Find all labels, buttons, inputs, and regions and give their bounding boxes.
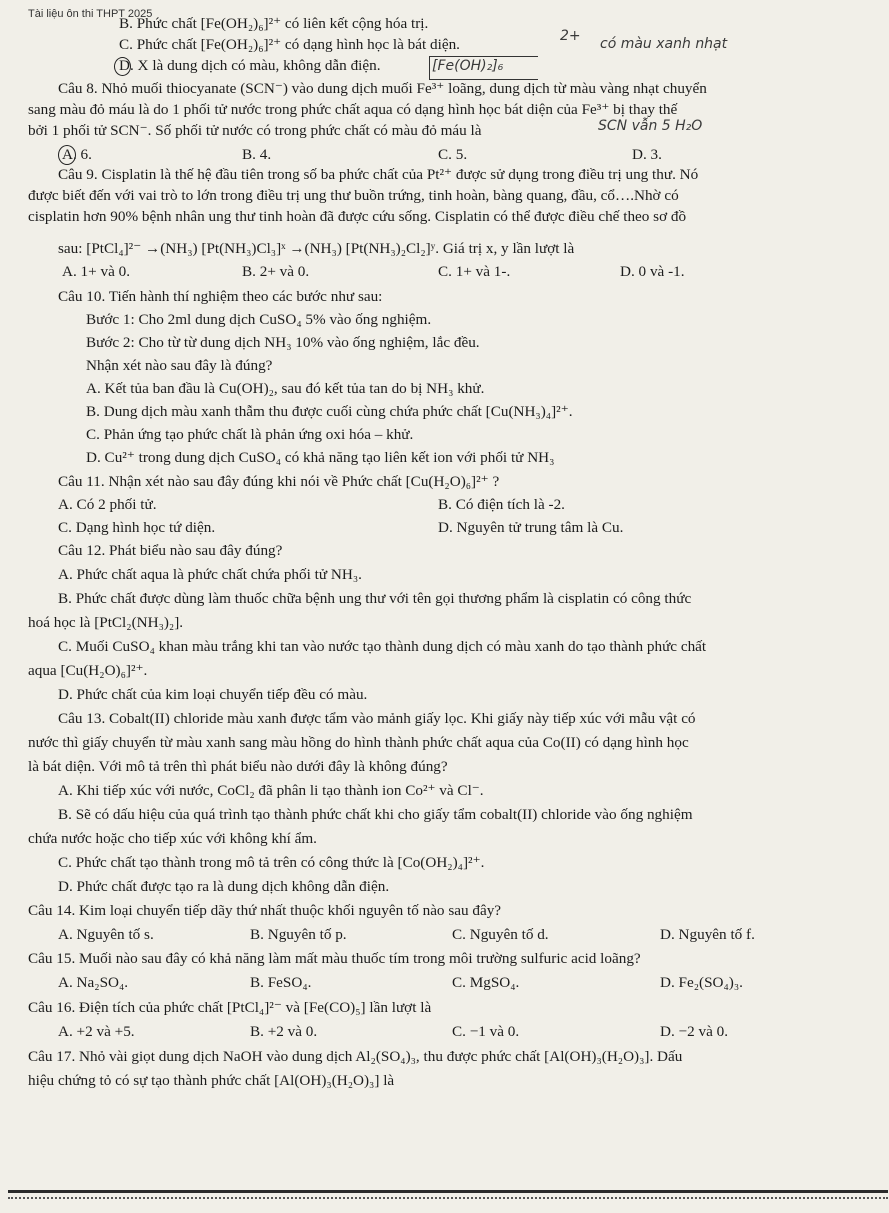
q9-stem-line4: sau: [PtCl₄]²⁻ →(NH₃) [Pt(NH₃)Cl₃]ˣ →(NH₃) [Pt(NH₃)₂Cl₂]ʸ. Giá trị x, y lần lượt là [58,240,575,257]
q8-stem-line3: bởi 1 phối tử SCN⁻. Số phối tử nước có trong phức chất có màu đỏ máu là [28,122,482,139]
q17-stem-line1: Câu 17. Nhỏ vài giọt dung dịch NaOH vào dung dịch Al₂(SO₄)₃, thu được phức chất [Al(OH)₃(H₂O)₃]. Dấu [28,1048,683,1065]
q12-option-b-line1: B. Phức chất được dùng làm thuốc chữa bệnh ung thư với tên gọi thương phẩm là cisplatin có công thức [58,590,692,607]
q13-option-c: C. Phức chất tạo thành trong mô tả trên có công thức là [Co(OH₂)₄]²⁺. [58,854,485,871]
q9-option-b: B. 2+ và 0. [242,263,310,280]
footer-dotted-rule [8,1197,888,1201]
handwritten-bracket [429,56,538,80]
q8-stem-line2: sang màu đỏ máu là do 1 phối tử nước trong phức chất aqua có dạng hình học bát diện của Fe³⁺ bị thay thế [28,101,678,118]
q8-option-b: B. 4. [242,146,272,163]
q14-option-d: D. Nguyên tố f. [660,926,755,943]
q14-option-b: B. Nguyên tố p. [250,926,347,943]
q8-option-d: D. 3. [632,146,662,163]
q9-option-d: D. 0 và -1. [620,263,685,280]
q14-option-a: A. Nguyên tố s. [58,926,154,943]
q13-stem-line2: nước thì giấy chuyển từ màu xanh sang màu hồng do hình thành phức chất aqua của Co(II) có dạng hình học [28,734,689,751]
q9-option-a: A. 1+ và 0. [62,263,131,280]
q16-option-d: D. −2 và 0. [660,1023,729,1040]
q12-option-d: D. Phức chất của kim loại chuyển tiếp đều có màu. [58,686,368,703]
q10-option-b: B. Dung dịch màu xanh thẫm thu được cuối cùng chứa phức chất [Cu(NH₃)₄]²⁺. [86,403,573,420]
q9-stem-line1: Câu 9. Cisplatin là thế hệ đầu tiên trong số ba phức chất của Pt²⁺ được sử dụng trong điều trị ung thư. Nó [58,166,699,183]
handwritten-note-formula: [Fe(OH)₂]₆ [432,58,504,74]
q10-step1: Bước 1: Cho 2ml dung dịch CuSO₄ 5% vào ống nghiệm. [86,311,432,328]
q16-option-a: A. +2 và +5. [58,1023,135,1040]
q15-option-a: A. Na₂SO₄. [58,974,129,991]
q7-option-c: C. Phức chất [Fe(OH₂)₆]²⁺ có dạng hình học là bát diện. [119,36,460,53]
q10-option-d: D. Cu²⁺ trong dung dịch CuSO₄ có khả năng tạo liên kết ion với phối tử NH₃ [86,449,555,466]
footer-rule [8,1190,888,1193]
answer-circle-q7-d [114,57,131,76]
q10-option-a: A. Kết tủa ban đầu là Cu(OH)₂, sau đó kết tủa tan do bị NH₃ khử. [86,380,485,397]
q15-option-d: D. Fe₂(SO₄)₃. [660,974,743,991]
handwritten-note-charge: 2+ [560,28,581,44]
handwritten-note-scn: SCN vẫn 5 H₂O [598,118,703,134]
page-header: Tài liệu ôn thi THPT 2025 [28,8,153,20]
q13-stem-line1: Câu 13. Cobalt(II) chloride màu xanh được tẩm vào mảnh giấy lọc. Khi giấy này tiếp xúc với mẫu vật có [58,710,696,727]
q8-option-c: C. 5. [438,146,468,163]
q10-stem: Câu 10. Tiến hành thí nghiệm theo các bước như sau: [58,288,383,305]
q13-option-d: D. Phức chất được tạo ra là dung dịch không dẫn điện. [58,878,390,895]
q15-option-c: C. MgSO₄. [452,974,520,991]
q11-option-a: A. Có 2 phối tử. [58,496,157,513]
q17-stem-line2: hiệu chứng tỏ có sự tạo thành phức chất [Al(OH)₃(H₂O)₃] là [28,1072,395,1089]
q16-option-b: B. +2 và 0. [250,1023,318,1040]
q12-option-c-line2: aqua [Cu(H₂O)₆]²⁺. [28,662,148,679]
q7-option-b: B. Phức chất [Fe(OH₂)₆]²⁺ có liên kết cộng hóa trị. [119,15,429,32]
answer-circle-q8-a [58,145,76,165]
q8-option-a: A. 6. [62,146,92,163]
q12-option-a: A. Phức chất aqua là phức chất chứa phối tử NH₃. [58,566,362,583]
q14-stem: Câu 14. Kim loại chuyển tiếp dãy thứ nhất thuộc khối nguyên tố nào sau đây? [28,902,502,919]
q9-stem-line3: cisplatin hơn 90% bệnh nhân ung thư tinh hoàn đã được cứu sống. Cisplatin có thể được điều chế theo sơ đồ [28,208,687,225]
q14-option-c: C. Nguyên tố d. [452,926,549,943]
q11-stem: Câu 11. Nhận xét nào sau đây đúng khi nói về Phức chất [Cu(H₂O)₆]²⁺ ? [58,473,500,490]
q11-option-b: B. Có điện tích là -2. [438,496,565,513]
q7-option-d: D. X là dung dịch có màu, không dẫn điện. [119,57,381,74]
q9-option-c: C. 1+ và 1-. [438,263,511,280]
q12-stem: Câu 12. Phát biểu nào sau đây đúng? [58,542,283,559]
q12-option-b-line2: hoá học là [PtCl₂(NH₃)₂]. [28,614,184,631]
q10-ask: Nhận xét nào sau đây là đúng? [86,357,273,374]
q16-option-c: C. −1 và 0. [452,1023,520,1040]
q16-stem: Câu 16. Điện tích của phức chất [PtCl₄]²⁻ và [Fe(CO)₅] lần lượt là [28,999,432,1016]
q13-option-b-line2: chứa nước hoặc cho tiếp xúc với không khí ẩm. [28,830,317,847]
q13-stem-line3: là bát diện. Với mô tả trên thì phát biểu nào dưới đây là không đúng? [28,758,448,775]
q15-stem: Câu 15. Muối nào sau đây có khả năng làm mất màu thuốc tím trong môi trường sulfuric acid loãng? [28,950,641,967]
q9-stem-line2: được biết đến với vai trò to lớn trong điều trị ung thư buồn trứng, tinh hoàn, bàng quang, đầu, cổ….Nhờ có [28,187,679,204]
q11-option-c: C. Dạng hình học tứ diện. [58,519,216,536]
handwritten-note-color: có màu xanh nhạt [600,36,728,52]
q10-option-c: C. Phản ứng tạo phức chất là phản ứng oxi hóa – khử. [86,426,414,443]
q10-step2: Bước 2: Cho từ từ dung dịch NH₃ 10% vào ống nghiệm, lắc đều. [86,334,480,351]
q11-option-d: D. Nguyên tử trung tâm là Cu. [438,519,624,536]
q15-option-b: B. FeSO₄. [250,974,312,991]
q13-option-a: A. Khi tiếp xúc với nước, CoCl₂ đã phân li tạo thành ion Co²⁺ và Cl⁻. [58,782,484,799]
q8-stem-line1: Câu 8. Nhỏ muối thiocyanate (SCN⁻) vào dung dịch muối Fe³⁺ loãng, dung dịch từ màu vàng nhạt chuyển [58,80,707,97]
q12-option-c-line1: C. Muối CuSO₄ khan màu trắng khi tan vào nước tạo thành dung dịch có màu xanh do tạo thành phức chất [58,638,707,655]
q13-option-b-line1: B. Sẽ có dấu hiệu của quá trình tạo thành phức chất khi cho giấy tẩm cobalt(II) chloride vào ống nghiệm [58,806,693,823]
